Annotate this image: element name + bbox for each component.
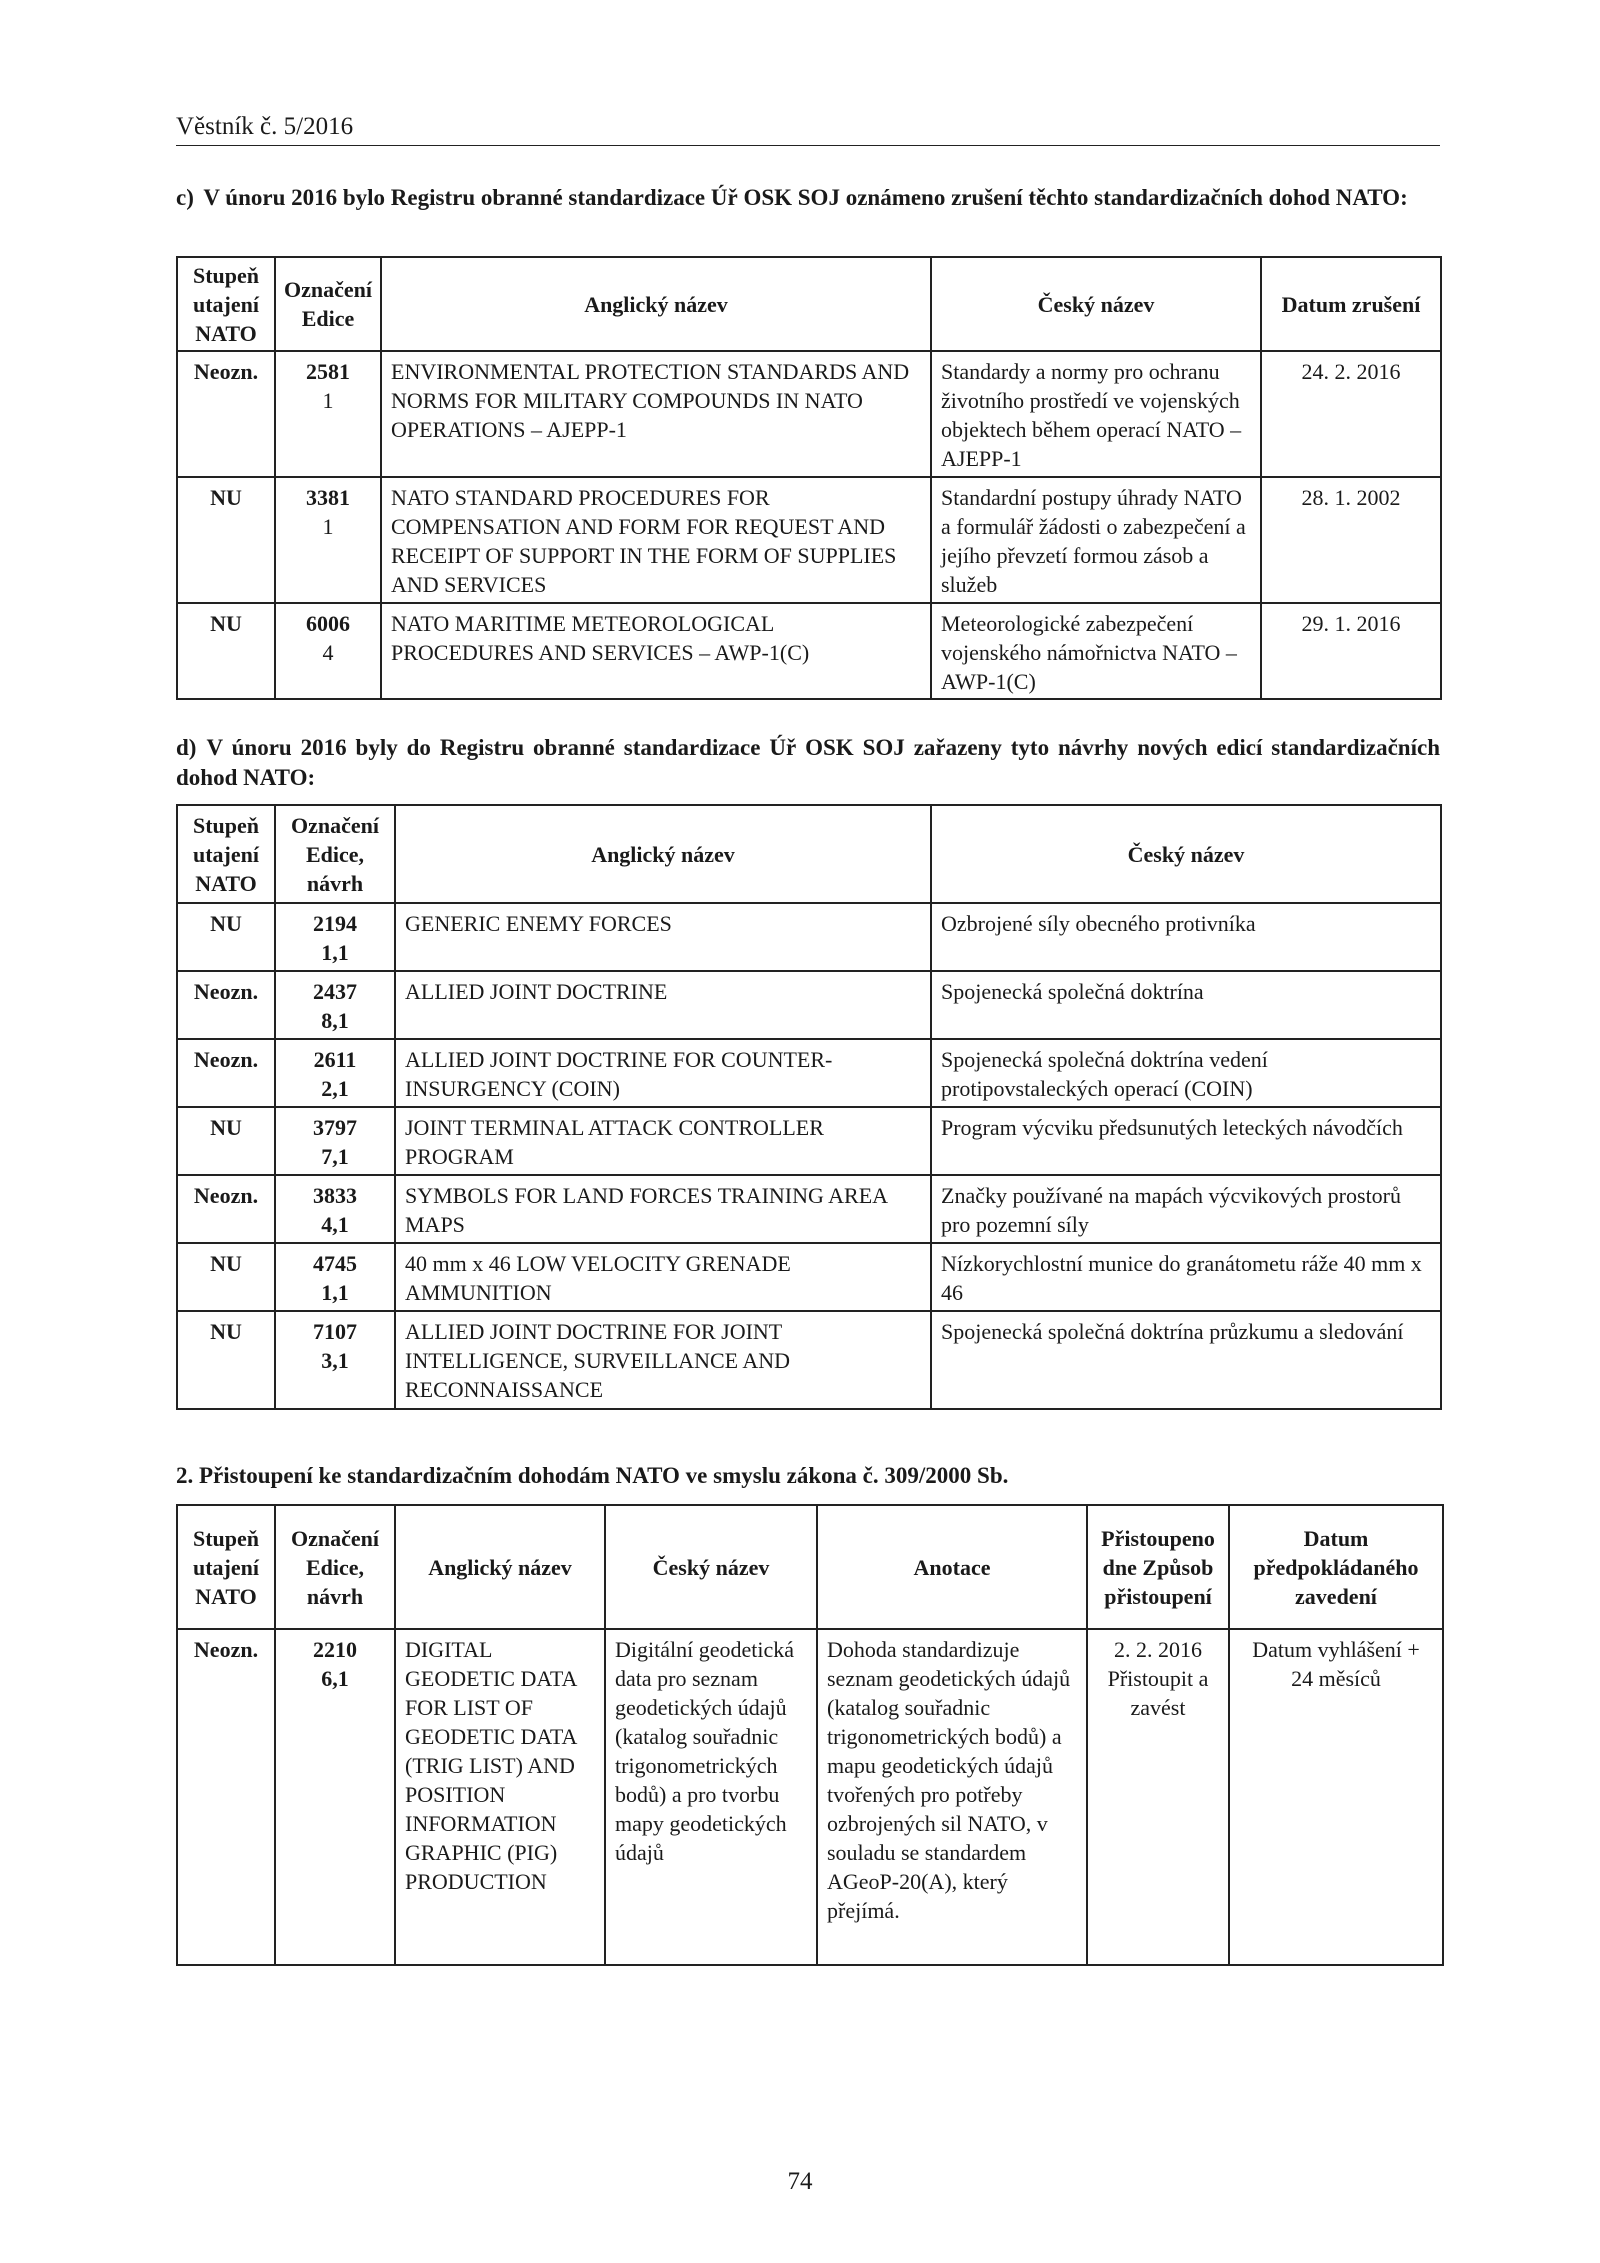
table-row (177, 1243, 1441, 1311)
cell-code-edition (275, 1243, 395, 1311)
cell-level: NU (177, 1311, 275, 1409)
section-c-table (176, 256, 1442, 700)
col-header-level: Stupeň utajení NATO (177, 257, 275, 351)
col-header-accession: Přistoupeno dne Způsob přistoupení (1087, 1505, 1229, 1629)
cell-code: 6006 (306, 611, 350, 636)
cell-edition: 4,1 (321, 1212, 349, 1237)
cell-code-edition (275, 971, 395, 1039)
section-c-heading (176, 183, 1440, 213)
cell-date: 24. 2. 2016 (1261, 351, 1441, 477)
section-c-label: c) (176, 185, 194, 210)
table-header-row (177, 1505, 1443, 1629)
page-number: 74 (787, 2168, 813, 2195)
col-header-annotation: Anotace (817, 1505, 1087, 1629)
cell-code: 2194 (313, 911, 357, 936)
cell-level: NU (177, 477, 275, 603)
cell-accession (1087, 1629, 1229, 1965)
cell-english: 40 mm x 46 LOW VELOCITY GRENADE AMMUNITION (395, 1243, 931, 1311)
cell-edition: 1,1 (321, 1280, 349, 1305)
cell-english: ALLIED JOINT DOCTRINE (395, 971, 931, 1039)
cell-czech: Spojenecká společná doktrína (931, 971, 1441, 1039)
cell-code-edition (275, 1107, 395, 1175)
cell-accession-mode: Přistoupit a zavést (1107, 1666, 1209, 1720)
cell-code-edition (275, 1175, 395, 1243)
cell-date: 28. 1. 2002 (1261, 477, 1441, 603)
table-row (177, 1311, 1441, 1409)
cell-english: GENERIC ENEMY FORCES (395, 903, 931, 971)
section-d-table (176, 804, 1442, 1410)
col-header-english: Anglický název (381, 257, 931, 351)
col-header-code: Označení Edice, návrh (275, 805, 395, 903)
table-row (177, 477, 1441, 603)
cell-code-edition (275, 1311, 395, 1409)
table-row (177, 1107, 1441, 1175)
page-header: Věstník č. 5/2016 (176, 112, 1440, 146)
cell-english: NATO STANDARD PROCEDURES FOR COMPENSATION AND FORM FOR REQUEST AND RECEIPT OF SUPPORT IN THE FORM OF SUPPLIES AND SERVICES (381, 477, 931, 603)
cell-level: Neozn. (177, 1629, 275, 1965)
cell-code: 2581 (306, 359, 350, 384)
section-c-title: V únoru 2016 bylo Registru obranné standardizace Úř OSK SOJ oznámeno zrušení těchto standardizačních dohod NATO: (203, 185, 1408, 210)
cell-edition: 2,1 (321, 1076, 349, 1101)
cell-edition: 1,1 (321, 940, 349, 965)
table-row (177, 351, 1441, 477)
cell-code: 2437 (313, 979, 357, 1004)
cell-english: SYMBOLS FOR LAND FORCES TRAINING AREA MAPS (395, 1175, 931, 1243)
cell-english: NATO MARITIME METEOROLOGICAL PROCEDURES AND SERVICES – AWP-1(C) (381, 603, 931, 699)
cell-english: DIGITAL GEODETIC DATA FOR LIST OF GEODETIC DATA (TRIG LIST) AND POSITION INFORMATION GRAPHIC (PIG) PRODUCTION (395, 1629, 605, 1965)
cell-code-edition (275, 603, 381, 699)
col-header-english: Anglický název (395, 805, 931, 903)
cell-edition: 1 (322, 514, 334, 539)
cell-english: JOINT TERMINAL ATTACK CONTROLLER PROGRAM (395, 1107, 931, 1175)
col-header-implementation: Datum předpokládaného zavedení (1229, 1505, 1443, 1629)
cell-code: 7107 (313, 1319, 357, 1344)
cell-czech: Nízkorychlostní munice do granátometu ráže 40 mm x 46 (931, 1243, 1441, 1311)
table-row (177, 1039, 1441, 1107)
cell-czech: Spojenecká společná doktrína vedení protipovstaleckých operací (COIN) (931, 1039, 1441, 1107)
cell-code: 3833 (313, 1183, 357, 1208)
cell-implementation: Datum vyhlášení + 24 měsíců (1229, 1629, 1443, 1965)
cell-czech: Standardy a normy pro ochranu životního prostředí ve vojenských objektech během operací NATO – AJEPP-1 (931, 351, 1261, 477)
section-d-title: V únoru 2016 byly do Registru obranné standardizace Úř OSK SOJ zařazeny tyto návrhy nových edicí standardizačních dohod NATO: (176, 735, 1440, 790)
cell-code-edition (275, 903, 395, 971)
cell-english: ENVIRONMENTAL PROTECTION STANDARDS AND NORMS FOR MILITARY COMPOUNDS IN NATO OPERATIONS – AJEPP-1 (381, 351, 931, 477)
cell-edition: 3,1 (321, 1348, 349, 1373)
col-header-czech: Český název (931, 805, 1441, 903)
cell-level: Neozn. (177, 1175, 275, 1243)
cell-code-edition (275, 1039, 395, 1107)
col-header-level: Stupeň utajení NATO (177, 1505, 275, 1629)
cell-code: 4745 (313, 1251, 357, 1276)
cell-edition: 8,1 (321, 1008, 349, 1033)
section-d-label: d) (176, 735, 197, 760)
table-row (177, 903, 1441, 971)
cell-code-edition (275, 351, 381, 477)
col-header-date: Datum zrušení (1261, 257, 1441, 351)
cell-level: NU (177, 603, 275, 699)
col-header-english: Anglický název (395, 1505, 605, 1629)
cell-edition: 4 (322, 640, 334, 665)
cell-level: NU (177, 1107, 275, 1175)
col-header-code: Označení Edice, návrh (275, 1505, 395, 1629)
cell-accession-date: 2. 2. 2016 (1114, 1637, 1202, 1662)
cell-edition: 1 (322, 388, 334, 413)
cell-code: 2611 (313, 1047, 357, 1072)
col-header-czech: Český název (931, 257, 1261, 351)
section-d-heading (176, 733, 1440, 793)
col-header-level: Stupeň utajení NATO (177, 805, 275, 903)
cell-czech: Digitální geodetická data pro seznam geodetických údajů (katalog souřadnic trigonometrických bodů) a pro tvorbu mapy geodetických údajů (605, 1629, 817, 1965)
table-row (177, 603, 1441, 699)
table-header-row (177, 805, 1441, 903)
cell-code-edition (275, 477, 381, 603)
cell-level: NU (177, 1243, 275, 1311)
table-row (177, 1629, 1443, 1965)
cell-level: Neozn. (177, 971, 275, 1039)
col-header-code: Označení Edice (275, 257, 381, 351)
cell-english: ALLIED JOINT DOCTRINE FOR JOINT INTELLIGENCE, SURVEILLANCE AND RECONNAISSANCE (395, 1311, 931, 1409)
col-header-czech: Český název (605, 1505, 817, 1629)
cell-level: Neozn. (177, 1039, 275, 1107)
cell-code: 3381 (306, 485, 350, 510)
section-2-heading: 2. Přistoupení ke standardizačním dohodám NATO ve smyslu zákona č. 309/2000 Sb. (176, 1463, 1009, 1488)
cell-level: Neozn. (177, 351, 275, 477)
cell-code-edition (275, 1629, 395, 1965)
cell-czech: Značky používané na mapách výcvikových prostorů pro pozemní síly (931, 1175, 1441, 1243)
cell-code: 2210 (313, 1637, 357, 1662)
cell-annotation: Dohoda standardizuje seznam geodetických údajů (katalog souřadnic trigonometrických bodů) a mapu geodetických údajů tvořených pro potřeby ozbrojených sil NATO, v souladu se standardem AGeoP-20(A), který přejímá. (817, 1629, 1087, 1965)
cell-date: 29. 1. 2016 (1261, 603, 1441, 699)
cell-czech: Spojenecká společná doktrína průzkumu a sledování (931, 1311, 1441, 1409)
section-2-table (176, 1504, 1444, 1966)
cell-czech: Program výcviku předsunutých leteckých návodčích (931, 1107, 1441, 1175)
cell-english: ALLIED JOINT DOCTRINE FOR COUNTER-INSURGENCY (COIN) (395, 1039, 931, 1107)
table-header-row (177, 257, 1441, 351)
cell-czech: Standardní postupy úhrady NATO a formulář žádosti o zabezpečení a jejího převzetí formou zásob a služeb (931, 477, 1261, 603)
table-row (177, 971, 1441, 1039)
cell-czech: Meteorologické zabezpečení vojenského námořnictva NATO – AWP-1(C) (931, 603, 1261, 699)
cell-edition: 6,1 (321, 1666, 349, 1691)
cell-level: NU (177, 903, 275, 971)
cell-edition: 7,1 (321, 1144, 349, 1169)
cell-czech: Ozbrojené síly obecného protivníka (931, 903, 1441, 971)
cell-code: 3797 (313, 1115, 357, 1140)
table-row (177, 1175, 1441, 1243)
